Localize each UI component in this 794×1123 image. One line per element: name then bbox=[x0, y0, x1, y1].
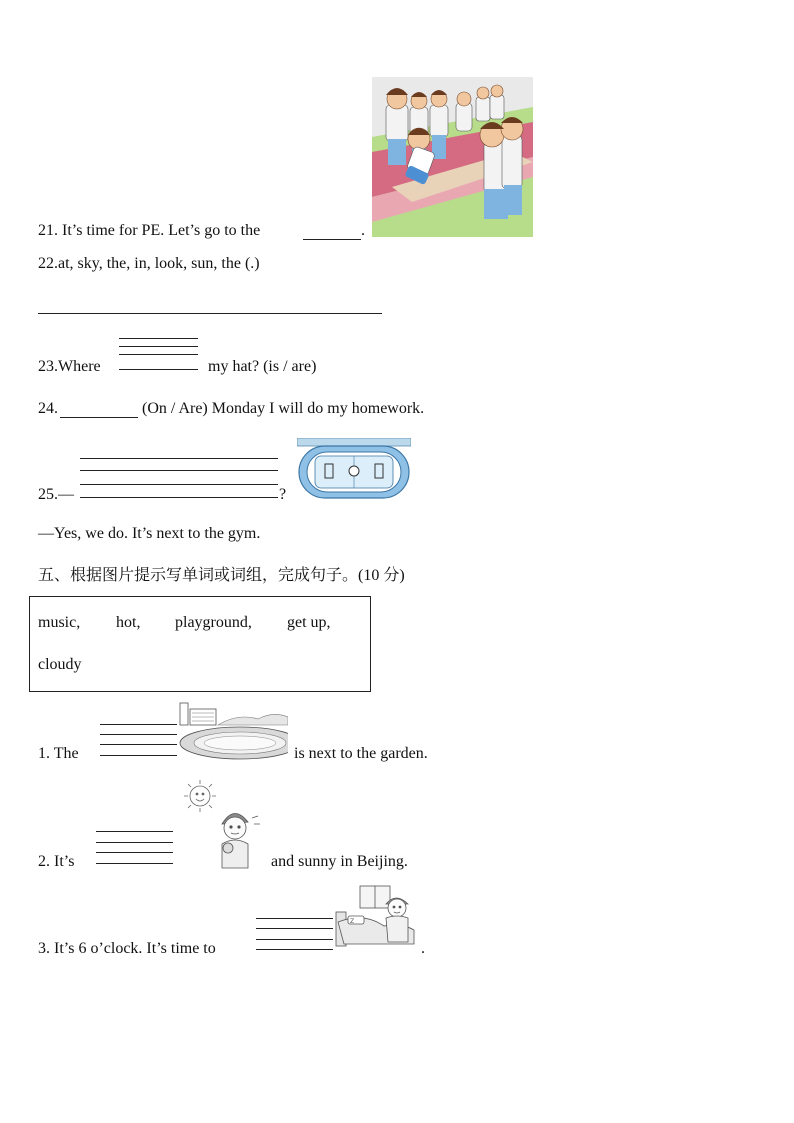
get-up-picture bbox=[334, 882, 420, 950]
q23-after: my hat? (is / are) bbox=[208, 358, 317, 375]
q25-question-mark: ? bbox=[279, 486, 287, 503]
q24-after: (On / Are) Monday I will do my homework. bbox=[142, 400, 425, 417]
word-bank-word: cloudy bbox=[38, 656, 82, 673]
s3-before: 3. It’s 6 o’clock. It’s time to bbox=[38, 940, 216, 957]
q25-number: 25. bbox=[38, 486, 58, 503]
s1-before: 1. The bbox=[38, 745, 79, 762]
word-bank-word: music, bbox=[38, 614, 81, 631]
s3-period: . bbox=[421, 940, 425, 957]
q21-period: . bbox=[361, 222, 365, 239]
s1-after: is next to the garden. bbox=[294, 745, 428, 762]
q23-number: 23. bbox=[38, 358, 58, 375]
q25-dash: — bbox=[58, 486, 74, 503]
running-track-icon bbox=[297, 438, 411, 500]
q21-answer-blank[interactable] bbox=[303, 239, 361, 240]
sports-day-illustration bbox=[372, 77, 533, 237]
word-bank-word: playground, bbox=[175, 614, 252, 631]
word-bank-word: get up, bbox=[287, 614, 331, 631]
s2-before: 2. It’s bbox=[38, 853, 75, 870]
q24-number: 24. bbox=[38, 400, 58, 417]
s2-after: and sunny in Beijing. bbox=[271, 853, 408, 870]
q21-number: 21. bbox=[38, 222, 58, 239]
svg-text:Z: Z bbox=[350, 918, 355, 925]
q22-prompt: 22.at, sky, the, in, look, sun, the (.) bbox=[38, 255, 260, 272]
q21-sentence: It’s time for PE. Let’s go to the bbox=[62, 222, 261, 239]
q24-answer-blank[interactable] bbox=[60, 417, 138, 418]
playground-picture bbox=[178, 699, 288, 761]
section5-score: (10 分) bbox=[358, 567, 405, 584]
q22-answer-line[interactable] bbox=[38, 313, 382, 314]
q23-before: Where bbox=[58, 358, 101, 375]
word-bank-word: hot, bbox=[116, 614, 141, 631]
section5-title: 五、根据图片提示写单词或词组，完成句子。 bbox=[38, 565, 359, 584]
word-bank-box bbox=[29, 596, 371, 692]
q25-answer: —Yes, we do. It’s next to the gym. bbox=[38, 525, 261, 542]
hot-sunny-picture bbox=[178, 778, 264, 870]
